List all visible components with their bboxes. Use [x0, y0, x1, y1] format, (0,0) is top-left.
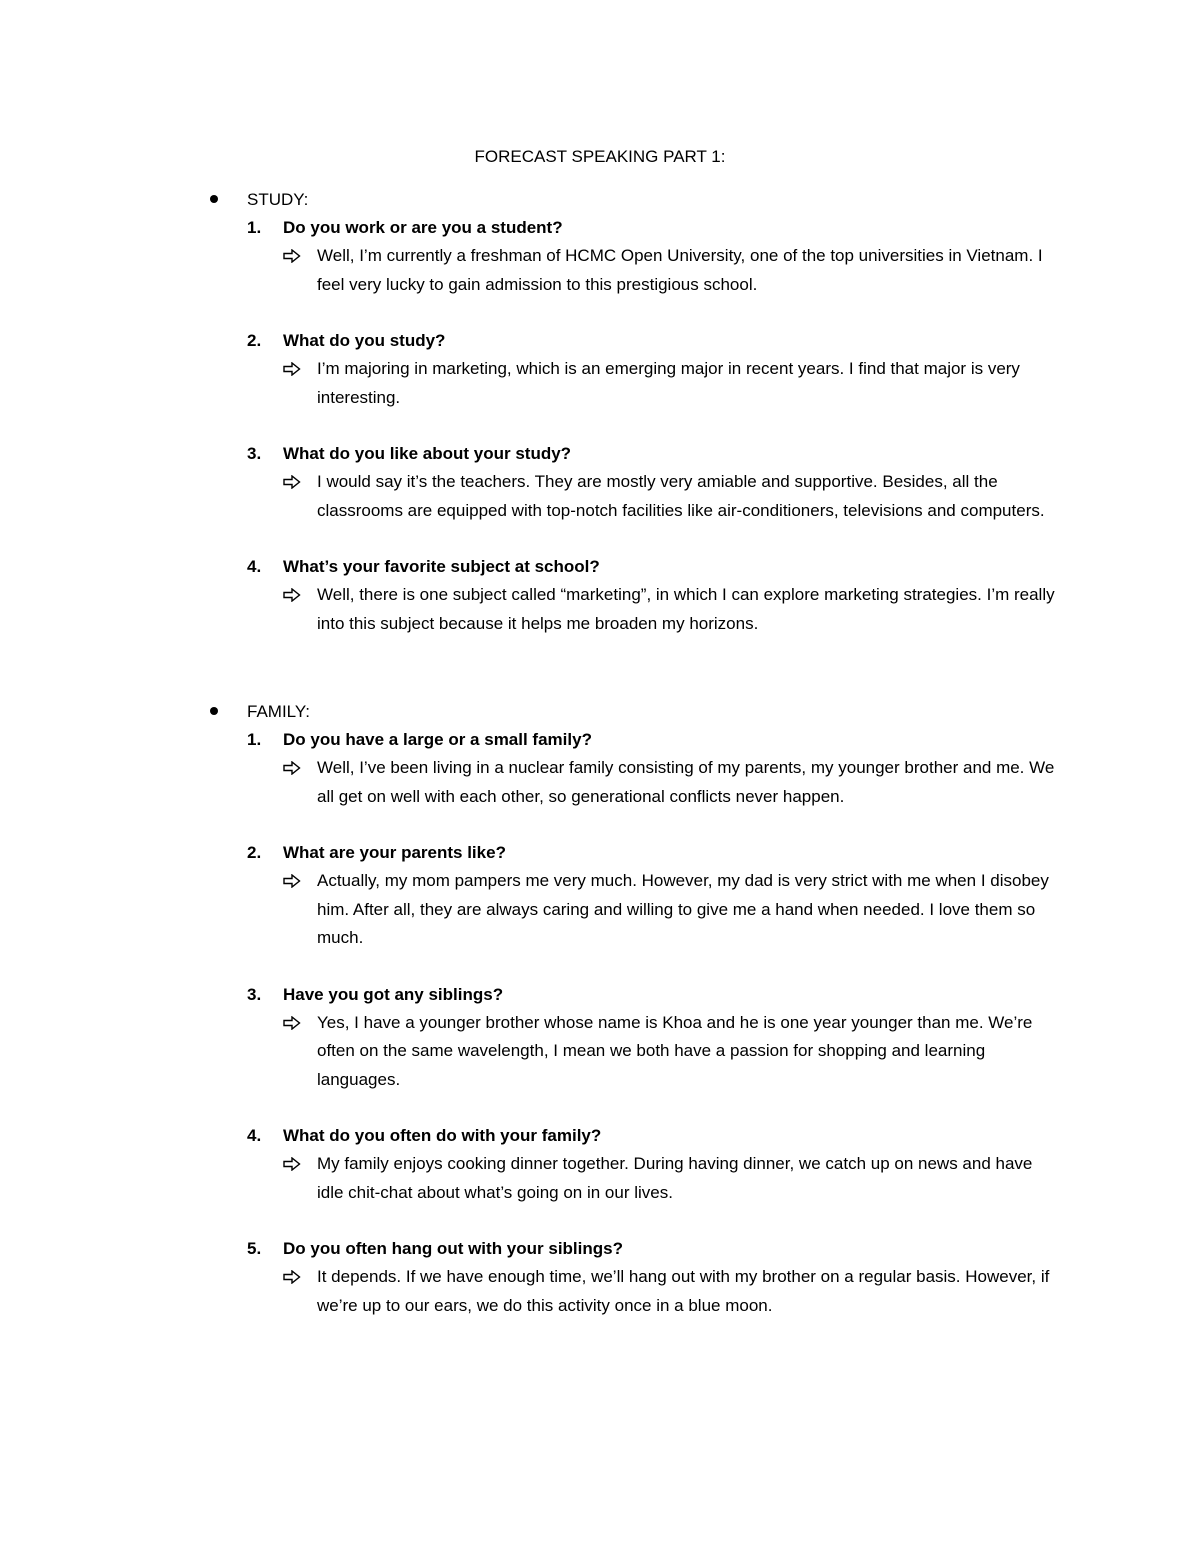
answer — [205, 242, 1057, 299]
answer-text: Well, I’m currently a freshman of HCMC Open University, one of the top universities in Vietnam. I feel very lucky to gain admission to this prestigious school. — [317, 246, 1043, 294]
question-text: Do you often hang out with your siblings? — [283, 1239, 623, 1258]
qa-item — [205, 726, 1065, 811]
section-label: STUDY: — [247, 190, 309, 209]
qa-item — [205, 839, 1065, 953]
question — [205, 981, 1065, 1009]
section-study — [205, 186, 1065, 666]
answer-text: Yes, I have a younger brother whose name is Khoa and he is one year younger than me. We’re often on the same wavelength, I mean we both have a passion for shopping and learning languages. — [317, 1012, 1033, 1089]
arrow-right-icon — [283, 475, 301, 489]
question — [205, 553, 1065, 581]
question-text: Do you have a large or a small family? — [283, 730, 592, 749]
arrow-right-icon — [283, 761, 301, 775]
section-heading — [205, 698, 1065, 726]
qa-item — [205, 553, 1065, 638]
question-number: 2. — [247, 331, 262, 350]
arrow-right-icon — [283, 1270, 301, 1284]
bullet-icon — [210, 707, 218, 715]
answer — [205, 867, 1057, 953]
question-text: What do you like about your study? — [283, 444, 572, 463]
question-text: Have you got any siblings? — [283, 984, 504, 1004]
answer — [205, 1150, 1057, 1207]
answer — [205, 355, 1057, 412]
question — [205, 440, 1065, 468]
answer — [205, 754, 1057, 811]
question-text: What do you study? — [283, 331, 446, 350]
question-number: 4. — [247, 557, 262, 576]
qa-item — [205, 214, 1065, 299]
answer-text: My family enjoys cooking dinner together. During having dinner, we catch up on news and have idle chit-chat about what’s going on in our lives. — [317, 1154, 1033, 1202]
answer-text: Actually, my mom pampers me very much. However, my dad is very strict with me when I disobey him. After all, they are always caring and willing to give me a hand when needed. I love them so much. — [317, 871, 1049, 947]
qa-item — [205, 1235, 1065, 1320]
question — [205, 1235, 1065, 1263]
question-number: 1. — [247, 730, 262, 749]
arrow-right-icon — [283, 1016, 301, 1030]
question-number: 5. — [247, 1239, 262, 1258]
answer-text: Well, I’ve been living in a nuclear family consisting of my parents, my younger brother and me. We all get on well with each other, so generational conflicts never happen. — [317, 758, 1055, 806]
answer — [205, 1263, 1057, 1320]
section-family — [205, 698, 1065, 1348]
bullet-icon — [210, 195, 218, 203]
qa-item — [205, 1122, 1065, 1207]
arrow-right-icon — [283, 1157, 301, 1171]
answer-text: It depends. If we have enough time, we’ll hang out with my brother on a regular basis. However, if we’re up to our ears, we do this activity once in a blue moon. — [317, 1267, 1050, 1315]
answer-text: Well, there is one subject called “marketing”, in which I can explore marketing strategies. I’m really into this subject because it helps me broaden my horizons. — [317, 585, 1055, 633]
question — [205, 1122, 1065, 1150]
answer — [205, 468, 1057, 525]
document-title: FORECAST SPEAKING PART 1: — [474, 147, 726, 166]
question-text: Do you work or are you a student? — [283, 218, 563, 237]
arrow-right-icon — [283, 249, 301, 263]
question-text: What’s your favorite subject at school? — [283, 557, 600, 576]
qa-item — [205, 981, 1065, 1095]
question — [205, 726, 1065, 754]
section-heading — [205, 186, 1065, 214]
arrow-right-icon — [283, 874, 301, 888]
question-number: 2. — [247, 843, 262, 862]
question — [205, 327, 1065, 355]
question — [205, 214, 1065, 242]
question — [205, 839, 1065, 867]
qa-item — [205, 440, 1065, 525]
answer — [205, 581, 1057, 638]
question-number: 3. — [247, 444, 262, 463]
qa-item — [205, 327, 1065, 412]
answer-text: I would say it’s the teachers. They are mostly very amiable and supportive. Besides, all the classrooms are equipped with top-notch facilities like air-conditioners, televisions and computers. — [317, 472, 1045, 520]
section-label: FAMILY: — [247, 702, 310, 721]
arrow-right-icon — [283, 362, 301, 376]
arrow-right-icon — [283, 588, 301, 602]
question-text: What do you often do with your family? — [283, 1126, 602, 1145]
answer — [205, 1009, 1057, 1095]
question-number: 4. — [247, 1126, 262, 1145]
question-text: What are your parents like? — [283, 843, 506, 862]
question-number: 1. — [247, 218, 262, 237]
answer-text: I’m majoring in marketing, which is an emerging major in recent years. I find that major is very interesting. — [317, 359, 1020, 407]
question-number: 3. — [247, 984, 262, 1004]
